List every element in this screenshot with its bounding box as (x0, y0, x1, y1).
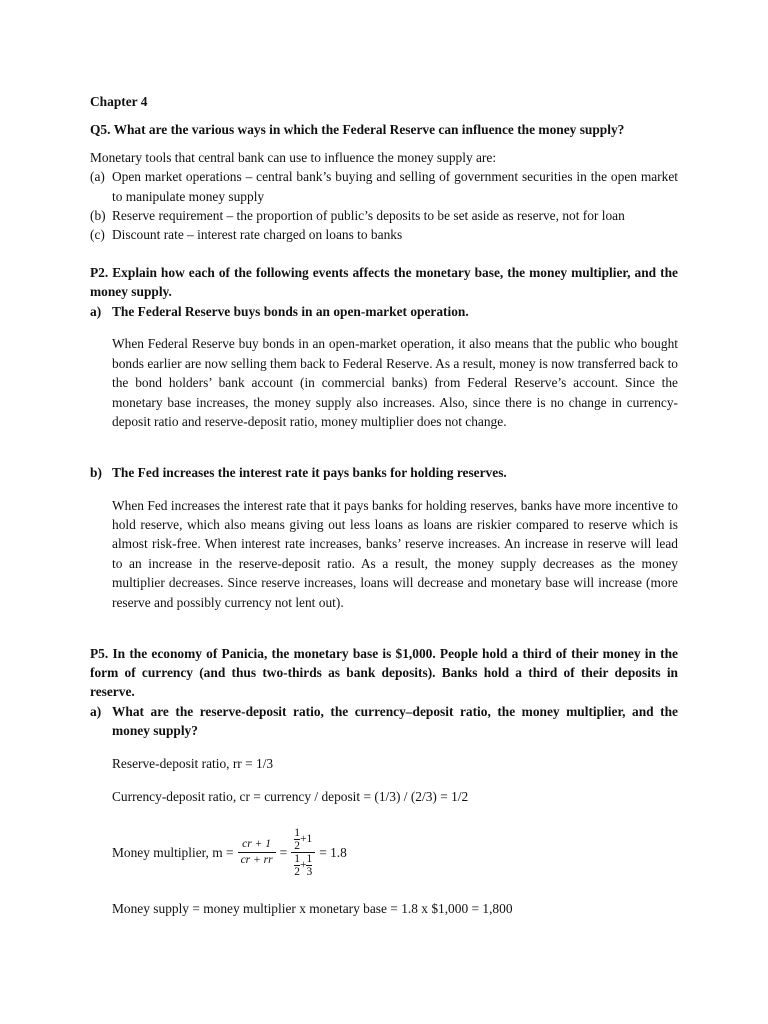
digit: 2 (294, 866, 300, 879)
sub-heading-text: What are the reserve-deposit ratio, the currency–deposit ratio, the money multiplier, and the money supply? (112, 703, 678, 739)
list-item-text: Discount rate – interest rate charged on loans to banks (112, 227, 403, 243)
mm-result: = 1.8 (319, 844, 347, 860)
list-item-text: Reserve requirement – the proportion of public’s deposits to be set aside as reserve, not for loan (112, 208, 625, 224)
list-marker: (c) (90, 227, 105, 243)
q5-heading: Q5. What are the various ways in which the Federal Reserve can influence the money supply? (90, 122, 625, 138)
mm-numerator: cr + 1 (242, 838, 272, 851)
mm-numeric-numerator (291, 827, 315, 852)
sub-heading-text: The Federal Reserve buys bonds in an open-market operation. (112, 303, 469, 319)
mm-numeric-denominator (291, 853, 315, 878)
p2-a-heading (90, 302, 678, 321)
p2-b-heading (90, 463, 678, 482)
sub-marker: a) (90, 703, 102, 719)
third-fraction (306, 853, 312, 878)
p2-a-body: When Federal Reserve buy bonds in an open-market operation, it also means that the public who bought bonds earlier are now selling them back to Federal Reserve. As a result, money is now transferred back to the bond holders’ bank account (in commercial banks) from Federal Reserve’s account. Since the monetary base increases, the money supply also increases. Also, since there is no change in currency-deposit ratio and reserve-deposit ratio, money multiplier does not change. (112, 336, 678, 430)
list-item-text: Open market operations – central bank’s buying and selling of government securities in the open market to manipulate money supply (112, 169, 678, 204)
plus-sign: + (299, 859, 307, 872)
document-page (90, 92, 678, 932)
p5-a-heading (90, 702, 678, 741)
money-multiplier-formula (90, 820, 678, 886)
plus-sign: + (299, 833, 307, 846)
p5-heading: P5. In the economy of Panicia, the monetary base is $1,000. People hold a third of their money in the form of currency (and thus two-thirds as bank deposits). Banks hold a third of their deposits in reserve. (90, 645, 678, 700)
digit: 1 (306, 853, 313, 866)
q5-item-c (90, 225, 678, 244)
money-supply-line: Money supply = money multiplier x monetary base = 1.8 x $1,000 = 1,800 (112, 900, 513, 916)
sub-heading-text: The Fed increases the interest rate it pays banks for holding reserves. (112, 464, 507, 480)
sub-marker: a) (90, 303, 102, 319)
mm-denominator: cr + rr (240, 854, 273, 867)
digit: 3 (306, 866, 313, 879)
p2-heading: P2. Explain how each of the following events affects the monetary base, the money multiplier, and the money supply. (90, 264, 678, 300)
list-marker: (b) (90, 208, 106, 224)
chapter-title: Chapter 4 (90, 94, 148, 109)
mm-numeric-fraction (291, 827, 315, 878)
p2-b-body: When Fed increases the interest rate that it pays banks for holding reserves, banks have more incentive to hold reserve, which also means giving out less loans as loans are riskier compared to reserve which is almost risk-free. When interest rate increases, banks’ reserve increases. An increase in reserve will lead to an increase in the reserve-deposit ratio. As a result, the money supply decreases as the money multiplier decreases. Since reserve increases, loans will decrease and monetary base will increase (more reserve and possibly currency not lent out). (112, 497, 678, 610)
q5-item-b (90, 206, 678, 225)
q5-intro: Monetary tools that central bank can use to influence the money supply are: (90, 149, 497, 165)
digit: 1 (294, 853, 300, 866)
mm-label: Money multiplier, m = (112, 844, 234, 860)
digit: 1 (294, 827, 300, 840)
list-marker: (a) (90, 169, 105, 185)
mm-symbolic-fraction (238, 837, 276, 868)
digit: 1 (306, 833, 313, 846)
cr-line: Currency-deposit ratio, cr = currency / deposit = (1/3) / (2/3) = 1/2 (112, 788, 469, 804)
equals-sign: = (279, 844, 288, 860)
q5-item-a (90, 167, 678, 206)
digit: 2 (294, 840, 300, 853)
sub-marker: b) (90, 464, 102, 480)
rr-line: Reserve-deposit ratio, rr = 1/3 (112, 755, 274, 771)
